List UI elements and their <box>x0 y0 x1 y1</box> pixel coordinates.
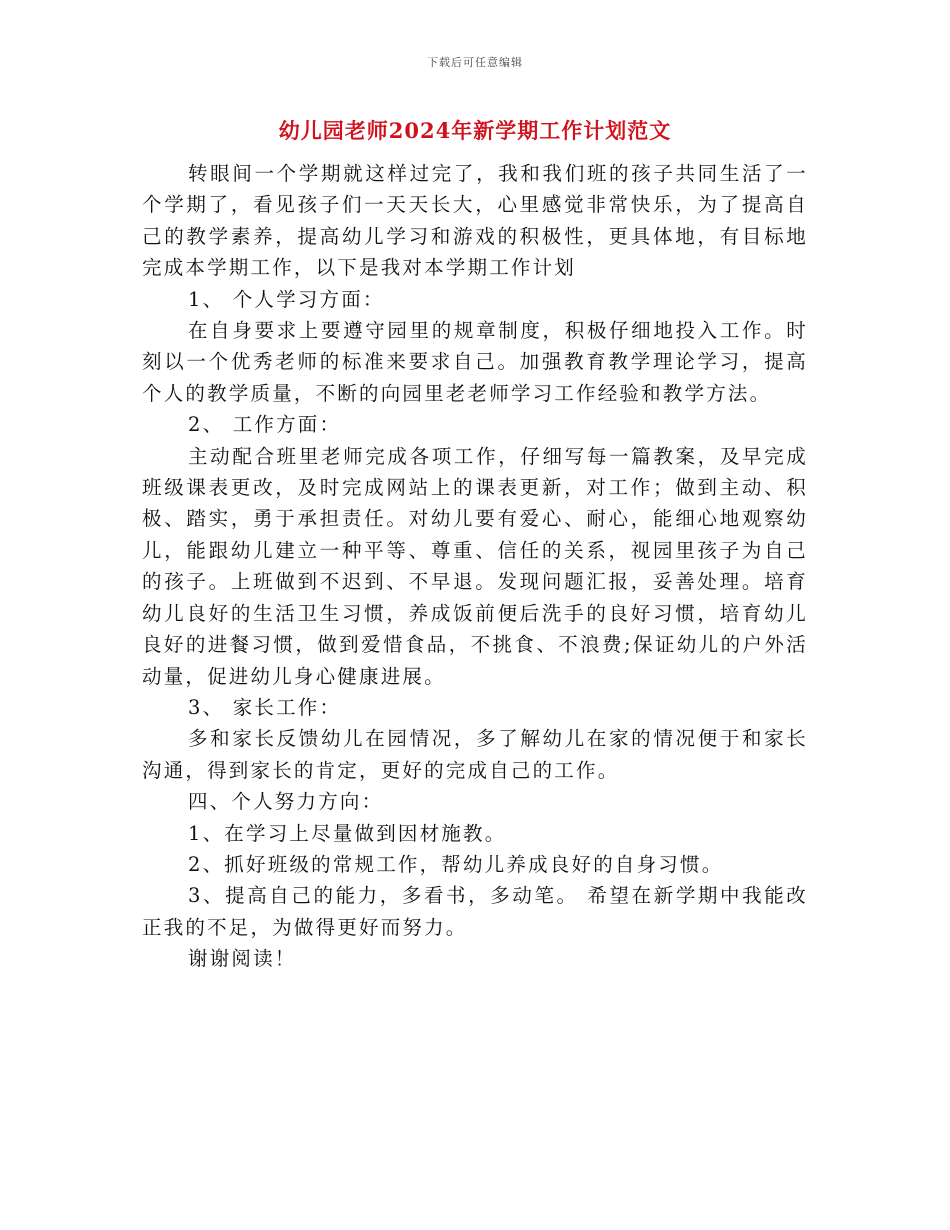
parents-paragraph: 多和家长反馈幼儿在园情况，多了解幼儿在家的情况便于和家长沟通，得到家长的肯定，更好的完成自己的工作。 <box>142 727 808 782</box>
section-heading-efforts: 四、个人努力方向： <box>188 790 384 814</box>
effort-item-1: 1、在学习上尽量做到因材施教。 <box>188 821 507 845</box>
effort-item-3: 3、提高自己的能力，多看书，多动笔。 希望在新学期中我能改正我的不足，为做得更好而努力。 <box>142 884 808 939</box>
section-heading-work: 2、 工作方面： <box>188 413 342 437</box>
document-title: 幼儿园老师2024年新学期工作计划范文 <box>278 118 672 143</box>
effort-item-2: 2、抓好班级的常规工作，帮幼儿养成良好的自身习惯。 <box>188 852 724 876</box>
intro-paragraph: 转眼间一个学期就这样过完了，我和我们班的孩子共同生活了一个学期了，看见孩子们一天天长大，心里感觉非常快乐，为了提高自己的教学素养，提高幼儿学习和游戏的积极性，更具体地，有目标地完成本学期工作，以下是我对本学期工作计划 <box>142 162 808 280</box>
work-paragraph: 主动配合班里老师完成各项工作，仔细写每一篇教案，及早完成班级课表更改，及时完成网站上的课表更新，对工作；做到主动、积极、踏实，勇于承担责任。对幼儿要有爱心、耐心，能细心地观察幼儿，能跟幼儿建立一种平等、尊重、信任的关系，视园里孩子为自己的孩子。上班做到不迟到、不早退。发现问题汇报，妥善处理。培育幼儿良好的生活卫生习惯，养成饭前便后洗手的良好习惯，培育幼儿良好的进餐习惯，做到爱惜食品，不挑食、不浪费;保证幼儿的户外活动量，促进幼儿身心健康进展。 <box>142 444 808 688</box>
header-note: 下载后可任意编辑 <box>427 56 523 69</box>
document-body <box>142 158 808 975</box>
personal-study-paragraph: 在自身要求上要遵守园里的规章制度，积极仔细地投入工作。时刻以一个优秀老师的标准来要求自己。加强教育教学理论学习，提高个人的教学质量，不断的向园里老老师学习工作经验和教学方法。 <box>142 319 808 405</box>
section-heading-parents: 3、 家长工作： <box>188 695 342 719</box>
section-heading-personal-study: 1、 个人学习方面： <box>188 287 385 311</box>
closing-line: 谢谢阅读！ <box>188 947 297 971</box>
